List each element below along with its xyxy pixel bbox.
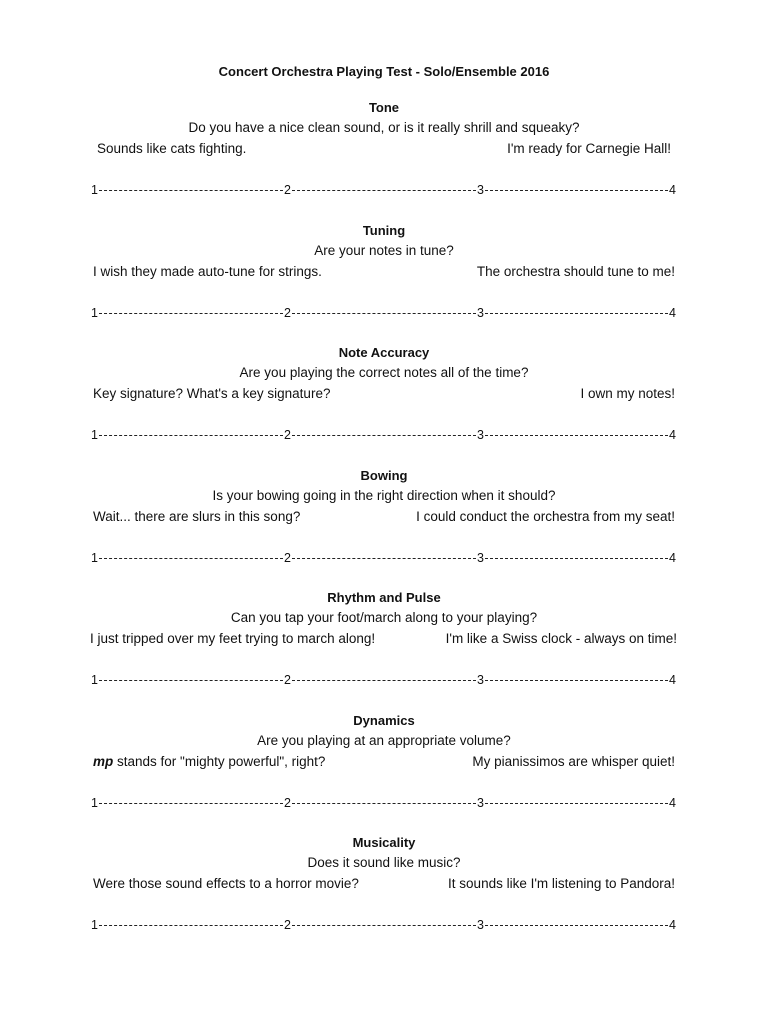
low-anchor — [93, 509, 300, 524]
section-heading: Bowing — [360, 468, 408, 483]
scale-dash-line — [99, 803, 283, 804]
rating-scale — [91, 672, 677, 688]
scale-number-4: 4 — [669, 796, 676, 810]
section-bowing — [0, 468, 768, 578]
low-anchor-text: I just tripped over my feet trying to march along! — [90, 631, 376, 646]
low-anchor — [93, 386, 330, 401]
section-question: Is your bowing going in the right direction when it should? — [212, 488, 556, 503]
rating-scale — [91, 427, 677, 443]
low-anchor — [90, 631, 375, 646]
scale-number-1: 1 — [91, 551, 98, 565]
low-anchor — [93, 754, 325, 769]
scale-number-1: 1 — [91, 918, 98, 932]
section-heading: Tone — [368, 100, 400, 115]
low-anchor-text: stands for "mighty powerful", right? — [113, 754, 326, 769]
scale-dash-line — [99, 313, 283, 314]
document-title: Concert Orchestra Playing Test - Solo/Ensemble 2016 — [218, 64, 550, 79]
scale-number-1: 1 — [91, 306, 98, 320]
scale-number-1: 1 — [91, 673, 98, 687]
low-anchor-text: Wait... there are slurs in this song? — [93, 509, 301, 524]
section-question: Are you playing the correct notes all of the time? — [239, 365, 529, 380]
high-anchor: I'm ready for Carnegie Hall! — [507, 141, 671, 156]
rating-scale — [91, 550, 677, 566]
low-anchor-text: I wish they made auto-tune for strings. — [93, 264, 322, 279]
scale-number-3: 3 — [477, 673, 484, 687]
rating-scale — [91, 182, 677, 198]
low-anchor — [93, 264, 322, 279]
low-anchor-text: Were those sound effects to a horror movie? — [93, 876, 359, 891]
section-heading: Tuning — [362, 223, 406, 238]
scale-dash-line — [485, 190, 668, 191]
low-anchor — [97, 141, 246, 156]
scale-number-2: 2 — [284, 183, 291, 197]
section-heading: Note Accuracy — [338, 345, 430, 360]
scale-number-2: 2 — [284, 673, 291, 687]
section-musicality — [0, 835, 768, 945]
scale-dash-line — [99, 190, 283, 191]
scale-dash-line — [99, 435, 283, 436]
low-anchor-text: Sounds like cats fighting. — [97, 141, 247, 156]
scale-number-3: 3 — [477, 918, 484, 932]
section-rhythm-and-pulse — [0, 590, 768, 700]
scale-number-3: 3 — [477, 183, 484, 197]
scale-dash-line — [485, 680, 668, 681]
scale-dash-line — [485, 558, 668, 559]
scale-number-2: 2 — [284, 428, 291, 442]
section-heading: Musicality — [352, 835, 416, 850]
section-tone — [0, 100, 768, 210]
scale-dash-line — [485, 435, 668, 436]
scale-number-2: 2 — [284, 918, 291, 932]
scale-number-1: 1 — [91, 796, 98, 810]
scale-number-2: 2 — [284, 551, 291, 565]
scale-number-3: 3 — [477, 428, 484, 442]
scale-number-4: 4 — [669, 551, 676, 565]
rating-scale — [91, 305, 677, 321]
scale-number-3: 3 — [477, 551, 484, 565]
scale-number-4: 4 — [669, 918, 676, 932]
high-anchor: I own my notes! — [580, 386, 675, 401]
section-question: Do you have a nice clean sound, or is it really shrill and squeaky? — [188, 120, 580, 135]
scale-number-3: 3 — [477, 796, 484, 810]
low-anchor — [93, 876, 359, 891]
scale-number-4: 4 — [669, 428, 676, 442]
scale-dash-line — [292, 190, 476, 191]
scale-dash-line — [292, 925, 476, 926]
scale-dash-line — [292, 435, 476, 436]
scale-number-2: 2 — [284, 306, 291, 320]
low-anchor-text: Key signature? What's a key signature? — [93, 386, 331, 401]
scale-number-4: 4 — [669, 673, 676, 687]
scale-number-2: 2 — [284, 796, 291, 810]
scale-number-4: 4 — [669, 306, 676, 320]
rating-scale — [91, 917, 677, 933]
section-note-accuracy — [0, 345, 768, 455]
scale-dash-line — [292, 803, 476, 804]
low-anchor-prefix: mp — [93, 754, 114, 769]
section-question: Does it sound like music? — [307, 855, 461, 870]
scale-number-3: 3 — [477, 306, 484, 320]
scale-dash-line — [485, 803, 668, 804]
section-question: Are you playing at an appropriate volume? — [257, 733, 511, 748]
section-question: Can you tap your foot/march along to your playing? — [230, 610, 538, 625]
scale-number-1: 1 — [91, 428, 98, 442]
scale-dash-line — [292, 558, 476, 559]
scale-dash-line — [99, 925, 283, 926]
scale-dash-line — [292, 680, 476, 681]
section-dynamics — [0, 713, 768, 823]
high-anchor: It sounds like I'm listening to Pandora! — [448, 876, 675, 891]
section-tuning — [0, 223, 768, 333]
high-anchor: My pianissimos are whisper quiet! — [472, 754, 675, 769]
section-heading: Dynamics — [353, 713, 415, 728]
scale-dash-line — [485, 925, 668, 926]
high-anchor: The orchestra should tune to me! — [476, 264, 675, 279]
scale-dash-line — [99, 558, 283, 559]
section-question: Are your notes in tune? — [314, 243, 454, 258]
section-heading: Rhythm and Pulse — [327, 590, 441, 605]
scale-number-1: 1 — [91, 183, 98, 197]
scale-number-4: 4 — [669, 183, 676, 197]
scale-dash-line — [99, 680, 283, 681]
scale-dash-line — [485, 313, 668, 314]
high-anchor: I could conduct the orchestra from my seat! — [416, 509, 675, 524]
scale-dash-line — [292, 313, 476, 314]
high-anchor: I'm like a Swiss clock - always on time! — [445, 631, 677, 646]
rating-scale — [91, 795, 677, 811]
